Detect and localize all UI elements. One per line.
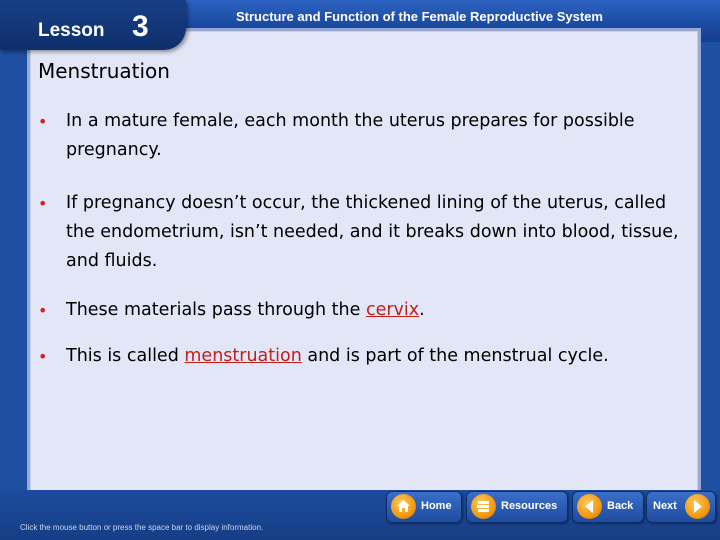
bullet-text: In a mature female, each month the uterus prepares for possible pregnancy. xyxy=(66,111,635,160)
bullet-text-before: This is called xyxy=(66,346,185,366)
bullet-item xyxy=(38,342,698,371)
next-button[interactable] xyxy=(646,491,716,523)
arrow-right-icon xyxy=(685,494,710,519)
term-link-cervix[interactable]: cervix xyxy=(365,300,420,320)
bullet-text: If pregnancy doesn’t occur, the thickened lining of the uterus, called the endometrium, isn’t needed, and it breaks down into blood, tissue, and fluids. xyxy=(66,193,679,271)
lesson-number: 3 xyxy=(132,10,149,43)
home-button[interactable] xyxy=(386,491,462,523)
bullet-text-before: These materials pass through the xyxy=(66,300,366,320)
term-link-menstruation[interactable]: menstruation xyxy=(184,346,302,366)
lesson-label: Lesson xyxy=(38,20,105,41)
page-title: Structure and Function of the Female Reproductive System xyxy=(236,9,603,24)
books-icon xyxy=(471,494,496,519)
bullet-item xyxy=(38,107,698,165)
bullet-dot: • xyxy=(38,194,48,213)
bullet-dot: • xyxy=(38,347,48,366)
house-icon xyxy=(391,494,416,519)
resources-button[interactable] xyxy=(466,491,568,523)
bullet-dot: • xyxy=(38,112,48,131)
footer-hint: Click the mouse button or press the space bar to display information. xyxy=(20,523,264,532)
bullet-item xyxy=(38,296,698,325)
next-label: Next xyxy=(653,500,677,512)
bullet-text xyxy=(66,342,698,371)
resources-label: Resources xyxy=(501,500,558,512)
arrow-left-icon xyxy=(577,494,602,519)
lesson-tab xyxy=(0,0,186,50)
slide-title: Menstruation xyxy=(38,59,170,83)
bullet-dot: • xyxy=(38,301,48,320)
bullet-text xyxy=(66,296,698,325)
home-label: Home xyxy=(421,500,452,512)
back-button[interactable] xyxy=(572,491,644,523)
bullet-text-after: . xyxy=(419,300,425,320)
bullet-text-after: and is part of the menstrual cycle. xyxy=(301,346,609,366)
bullet-item xyxy=(38,189,698,276)
back-label: Back xyxy=(607,500,634,512)
